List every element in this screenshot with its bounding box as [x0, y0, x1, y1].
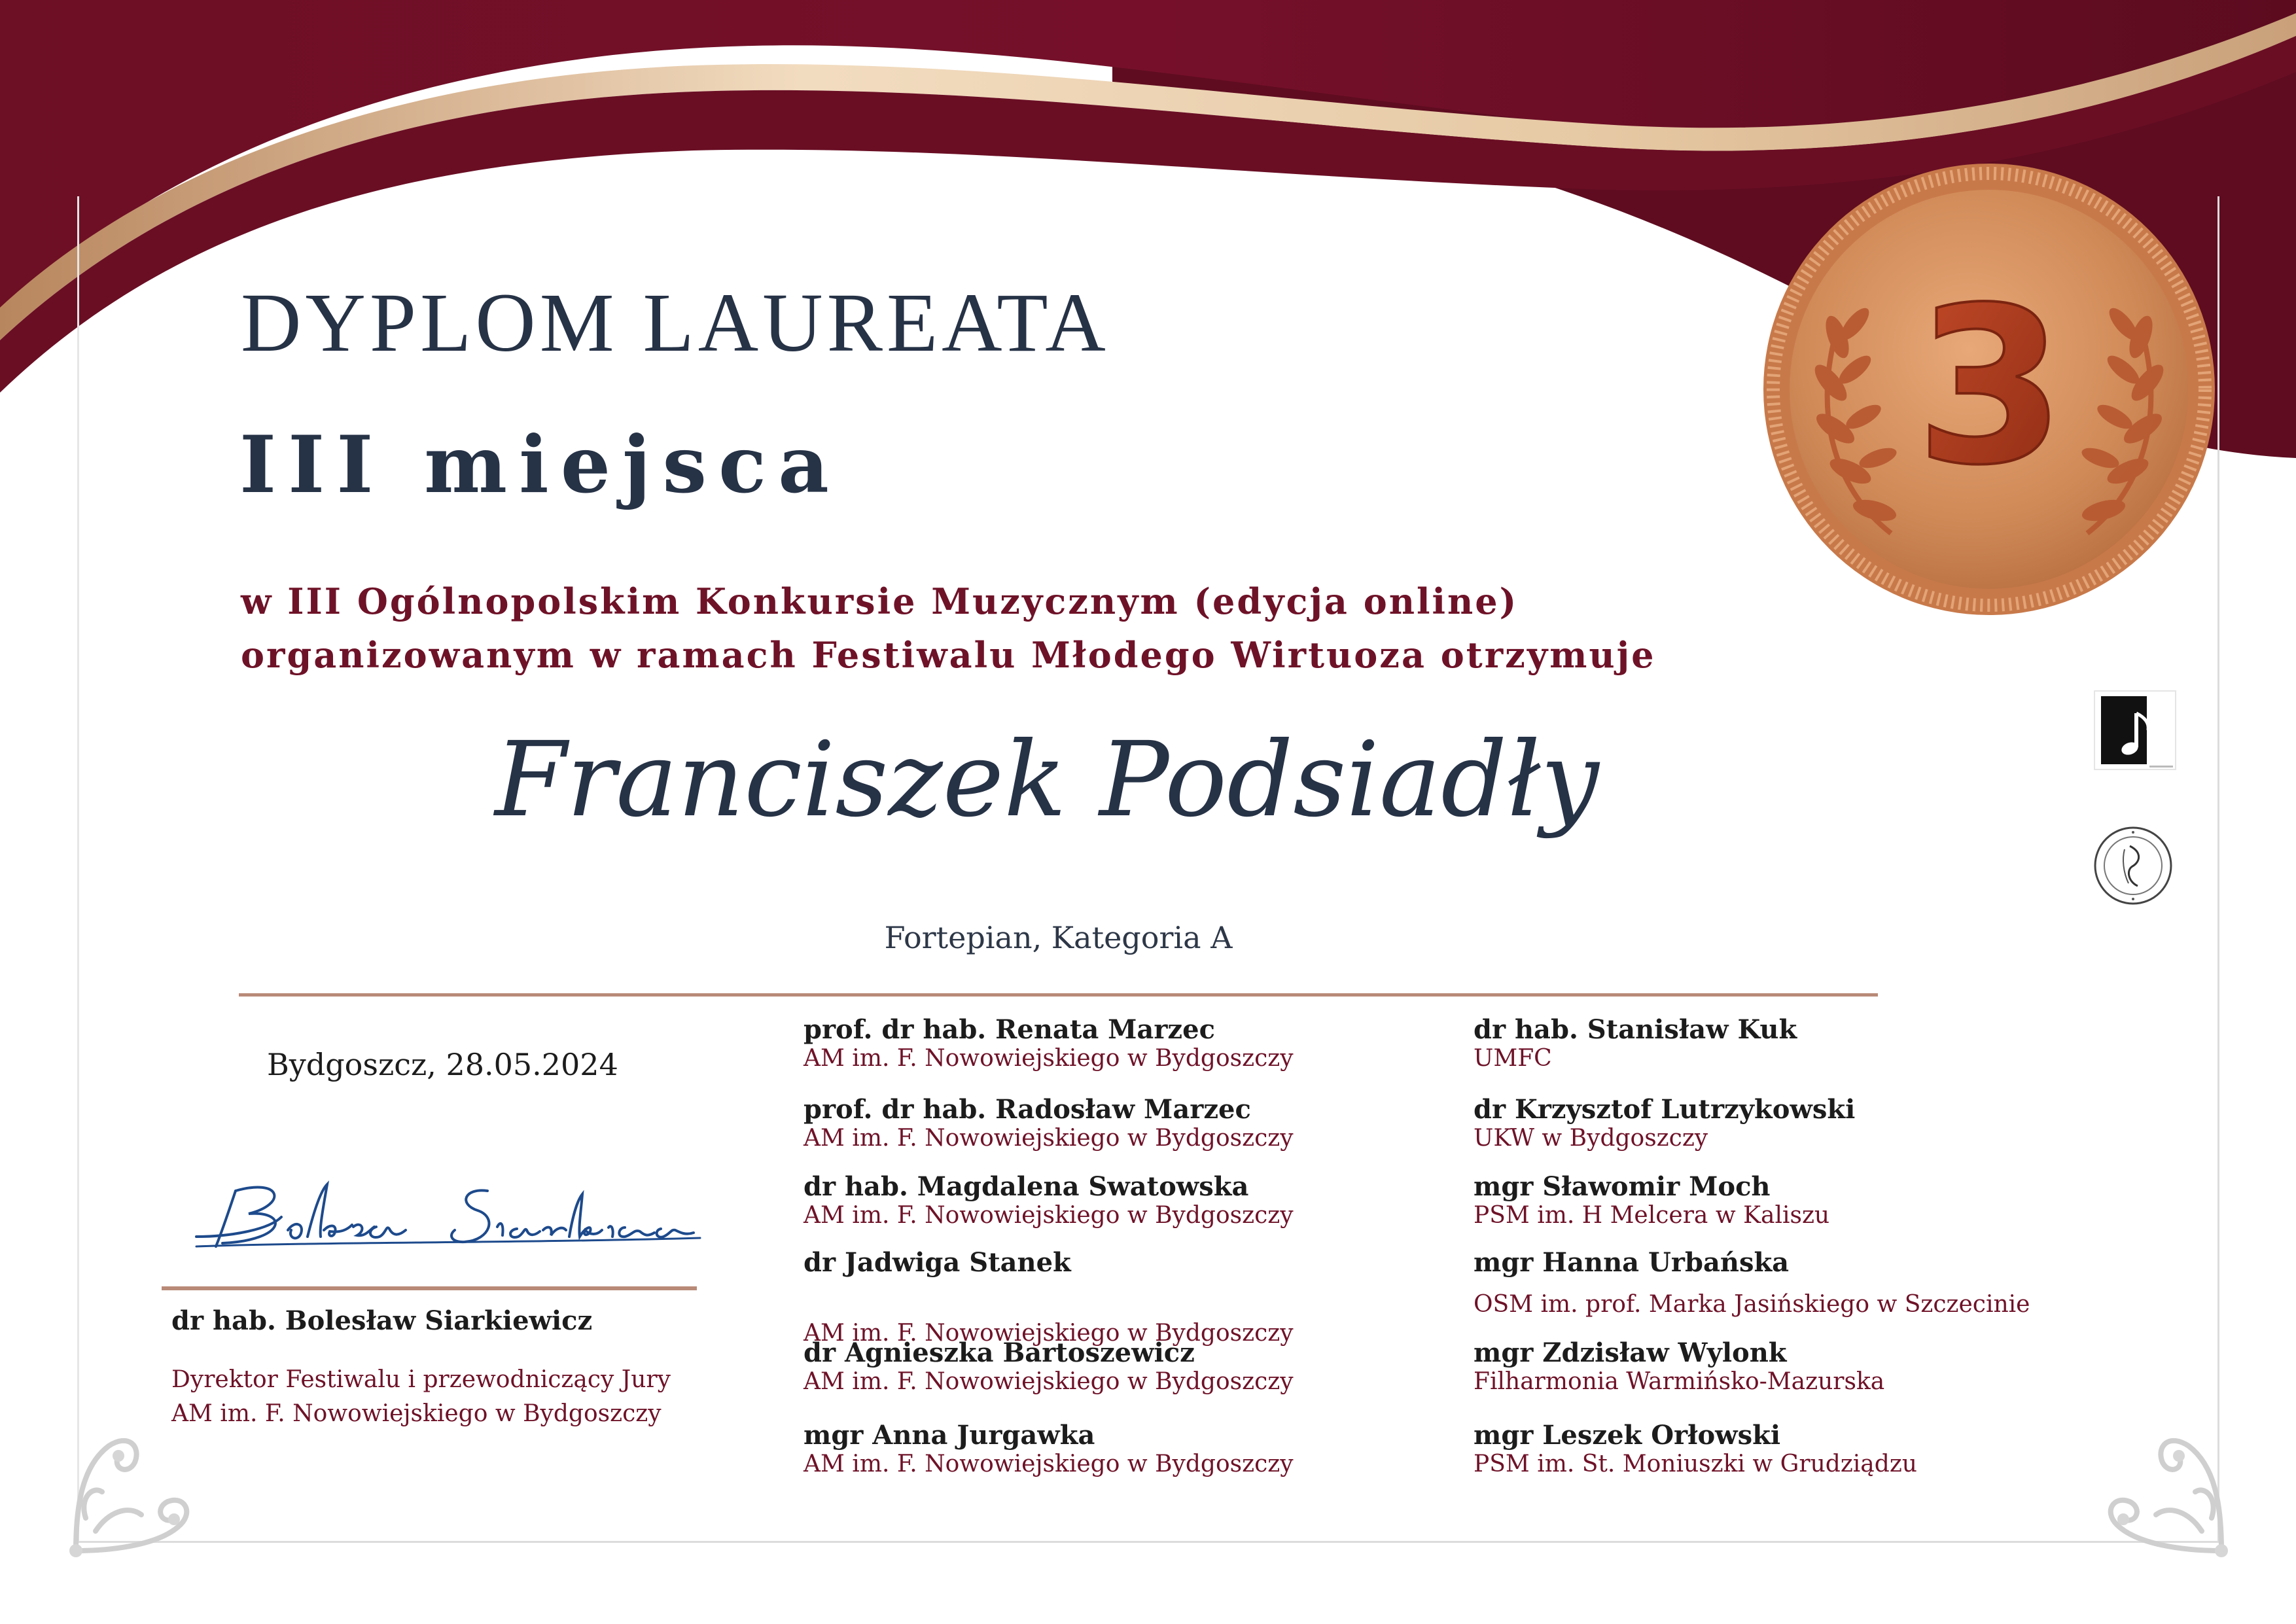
bronze-medal-icon — [1760, 160, 2218, 618]
divider-line — [239, 993, 1878, 997]
juror — [1474, 1171, 1829, 1229]
intro-line-1: w III Ogólnopolskim Konkursie Muzycznym (edycja online) — [241, 580, 1519, 622]
juror — [1474, 1247, 2030, 1318]
juror — [804, 1014, 1294, 1072]
director-role-line-2: AM im. F. Nowowiejskiego w Bydgoszczy — [171, 1400, 662, 1427]
corner-ornament-right — [2084, 1407, 2241, 1564]
juror-institution: AM im. F. Nowowiejskiego w Bydgoszczy — [804, 1202, 1294, 1229]
juror-name: mgr Zdzisław Wylonk — [1474, 1337, 1787, 1368]
signature-line — [162, 1286, 697, 1290]
juror-name: dr hab. Stanisław Kuk — [1474, 1014, 1797, 1045]
juror-name: prof. dr hab. Renata Marzec — [804, 1014, 1215, 1045]
juror — [1474, 1337, 1884, 1395]
diploma-title: DYPLOM LAUREATA — [241, 276, 1110, 369]
juror — [804, 1094, 1294, 1152]
juror-institution: PSM im. H Melcera w Kaliszu — [1474, 1202, 1830, 1229]
juror — [1474, 1094, 1855, 1152]
juror-name: dr hab. Magdalena Swatowska — [804, 1171, 1249, 1202]
director-signature — [190, 1165, 713, 1263]
director-name: dr hab. Bolesław Siarkiewicz — [171, 1305, 593, 1336]
juror-name: dr Krzysztof Lutrzykowski — [1474, 1094, 1856, 1125]
juror-institution: AM im. F. Nowowiejskiego w Bydgoszczy — [804, 1045, 1294, 1072]
juror-institution: AM im. F. Nowowiejskiego w Bydgoszczy — [804, 1125, 1294, 1152]
juror-name: prof. dr hab. Radosław Marzec — [804, 1094, 1251, 1125]
juror-name: dr Jadwiga Stanek — [804, 1247, 1071, 1278]
director-role-line-1: Dyrektor Festiwalu i przewodniczący Jury — [171, 1366, 671, 1393]
juror-institution: OSM im. prof. Marka Jasińskiego w Szczecinie — [1474, 1291, 2030, 1318]
juror — [804, 1337, 1294, 1395]
juror — [1474, 1014, 1797, 1072]
juror-institution: UMFC — [1474, 1045, 1552, 1072]
juror — [804, 1420, 1294, 1477]
music-note-logo-icon — [2091, 687, 2180, 782]
intro-line-2: organizowanym w ramach Festiwalu Młodego Wirtuoza otrzymuje — [241, 634, 1656, 676]
juror-institution: AM im. F. Nowowiejskiego w Bydgoszczy — [804, 1368, 1294, 1395]
juror-institution: Filharmonia Warmińsko-Mazurska — [1474, 1368, 1885, 1395]
place-title: III miejsca — [239, 419, 841, 511]
juror-name: dr Agnieszka Bartoszewicz — [804, 1337, 1195, 1368]
juror-name: mgr Sławomir Moch — [1474, 1171, 1771, 1202]
juror-name: mgr Leszek Orłowski — [1474, 1420, 1781, 1451]
recipient-category: Fortepian, Kategoria A — [884, 920, 1233, 955]
juror-institution: UKW w Bydgoszczy — [1474, 1125, 1708, 1152]
juror-name: mgr Hanna Urbańska — [1474, 1247, 1790, 1278]
juror-institution: AM im. F. Nowowiejskiego w Bydgoszczy — [804, 1320, 1294, 1347]
place-and-date: Bydgoszcz, 28.05.2024 — [267, 1047, 618, 1082]
director-role — [171, 1363, 671, 1431]
medal-number: 3 — [1915, 261, 2066, 512]
juror — [804, 1171, 1294, 1229]
violin-seal-logo-icon — [2091, 823, 2176, 908]
competition-intro — [241, 574, 1656, 682]
juror — [1474, 1420, 1917, 1477]
recipient-name: Franciszek Podsiadły — [495, 720, 1599, 840]
juror — [804, 1247, 1294, 1347]
juror-institution: AM im. F. Nowowiejskiego w Bydgoszczy — [804, 1451, 1294, 1477]
juror-name: mgr Anna Jurgawka — [804, 1420, 1095, 1451]
juror-institution: PSM im. St. Moniuszki w Grudziądzu — [1474, 1451, 1917, 1477]
